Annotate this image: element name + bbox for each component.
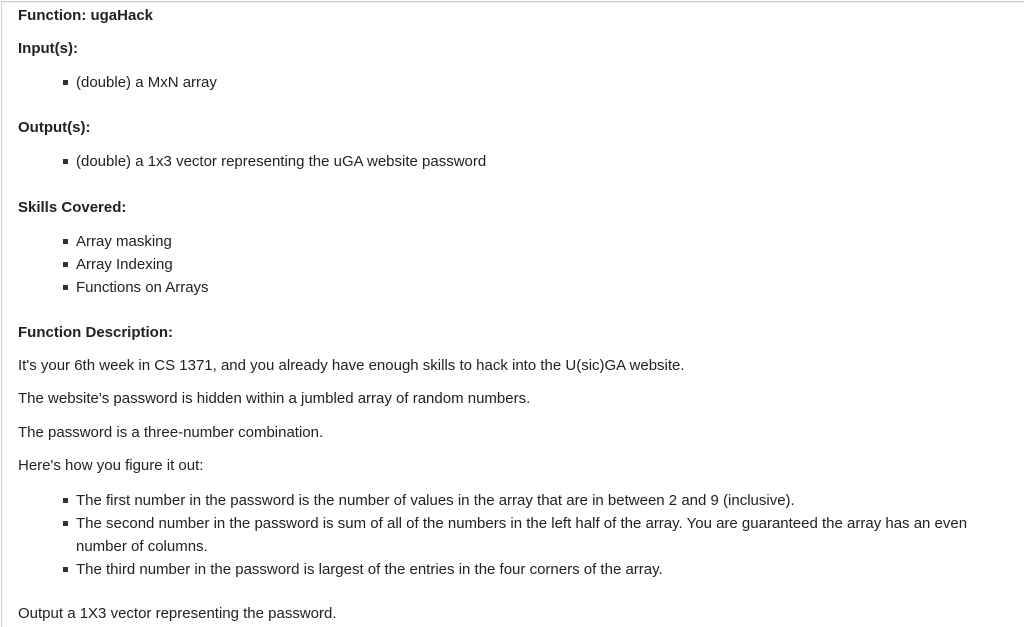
bullet-icon [63,567,68,572]
list-item [18,276,1008,299]
bullet-icon [63,80,68,85]
skills-heading: Skills Covered: [18,199,127,216]
bullet-icon [63,285,68,290]
list-item-text: Array Indexing [76,256,173,273]
bullet-icon [63,498,68,503]
inputs-heading: Input(s): [18,40,78,57]
skills-list [18,230,1008,299]
bullet-icon [63,521,68,526]
list-item-text: (double) a MxN array [76,74,217,91]
list-item [18,558,993,581]
list-item-text: The first number in the password is the number of values in the array that are in between 2 and 9 (inclusive). [76,492,795,509]
bullet-icon [63,239,68,244]
bullet-icon [63,262,68,267]
list-item-text: Array masking [76,233,172,250]
description-heading: Function Description: [18,324,173,341]
function-title: Function: ugaHack [18,7,154,24]
list-item [18,253,1008,276]
list-item-text: Functions on Arrays [76,279,209,296]
outputs-heading: Output(s): [18,119,91,136]
description-paragraph: Here's how you figure it out: [18,457,204,474]
list-item-text: The third number in the password is largest of the entries in the four corners of the array. [76,561,663,578]
list-item [18,489,993,512]
list-item [18,150,1008,173]
closing-paragraph: Output a 1X3 vector representing the password. [18,605,337,622]
list-item [18,512,993,558]
description-paragraph: The website's password is hidden within a jumbled array of random numbers. [18,390,531,407]
list-item [18,230,1008,253]
bullet-icon [63,159,68,164]
steps-list [18,489,993,581]
list-item-text: The second number in the password is sum of all of the numbers in the left half of the array. You are guaranteed the array has an even number of columns. [76,515,968,555]
list-item-text: (double) a 1x3 vector representing the uGA website password [76,153,487,170]
description-paragraph: The password is a three-number combination. [18,424,324,441]
inputs-list [18,71,1008,94]
outputs-list [18,150,1008,173]
description-paragraph: It's your 6th week in CS 1371, and you already have enough skills to hack into the U(sic)GA website. [18,357,685,374]
list-item [18,71,1008,94]
